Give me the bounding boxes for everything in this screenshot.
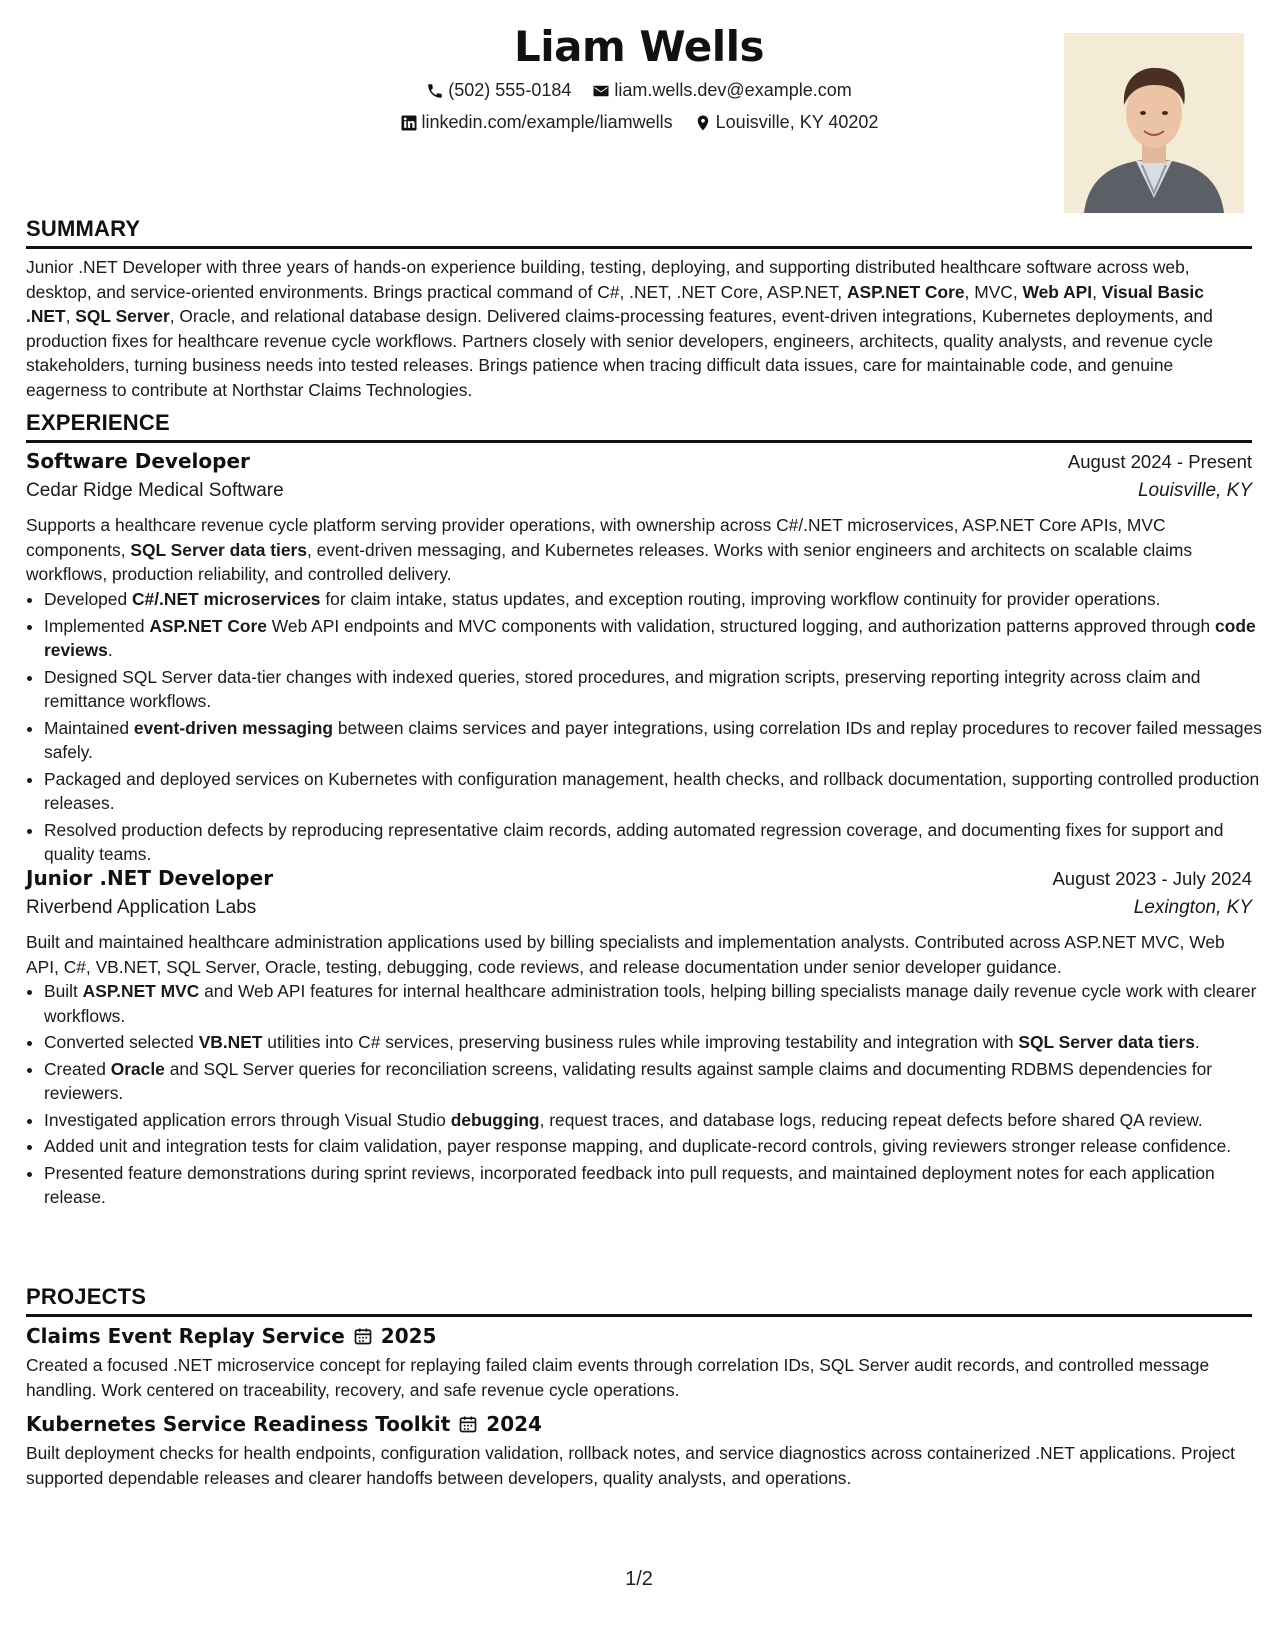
emphasis-text: VB.NET	[198, 1032, 263, 1052]
text-run: Web API endpoints and MVC components with validation, structured logging, and authorization patterns approved through	[266, 615, 1216, 636]
text-run: , request traces, and database logs, reducing repeat defects before shared QA review.	[539, 1109, 1203, 1130]
text-run: Implemented	[44, 615, 150, 636]
bullet-item	[44, 818, 1270, 867]
resume-page	[26, 0, 1262, 1650]
job-title: Junior .NET Developer	[26, 866, 274, 890]
email-text[interactable]: liam.wells.dev@example.com	[614, 80, 852, 100]
emphasis-text: Oracle	[110, 1058, 165, 1079]
calendar-icon	[458, 1414, 478, 1434]
bullet-item	[44, 1134, 1270, 1159]
bullet-item	[44, 767, 1270, 816]
emphasis-text: debugging	[450, 1109, 540, 1130]
bullet-item	[44, 1030, 1270, 1055]
text-run: Maintained	[44, 717, 134, 738]
linkedin-text[interactable]: linkedin.com/example/liamwells	[421, 112, 673, 132]
summary-heading: SUMMARY	[26, 216, 1252, 249]
emphasis-text: SQL Server data tiers	[1018, 1032, 1195, 1052]
text-run: ,	[65, 306, 76, 326]
bullet-item	[44, 979, 1270, 1028]
job-bullets	[26, 979, 1270, 1212]
text-run: Supports a healthcare revenue cycle platform serving provider operations, with ownership across C#/.NET microservices, ASP.NET Core APIs, MVC components,	[26, 515, 1166, 560]
text-run: Built	[44, 981, 83, 1001]
emphasis-text: Web API	[1022, 281, 1093, 302]
emphasis-text: ASP.NET Core	[846, 281, 965, 302]
text-run: Designed SQL Server data-tier changes with indexed queries, stored procedures, and migration scripts, preserving reporting integrity across claim and remittance workflows.	[44, 666, 1201, 711]
project-title	[26, 1324, 436, 1348]
contact-email[interactable]	[592, 80, 851, 101]
text-run: Presented feature demonstrations during sprint reviews, incorporated feedback into pull requests, and maintained deployment notes for each application release.	[44, 1162, 1215, 1207]
bullet-item	[44, 1057, 1270, 1106]
text-run: , event-driven messaging, and Kubernetes releases. Works with senior engineers and architects on scalable claims workflows, production reliability, and controlled delivery.	[26, 539, 1193, 584]
text-run: utilities into C# services, preserving business rules while improving testability and integration with	[262, 1032, 1019, 1052]
experience-heading: EXPERIENCE	[26, 410, 1252, 443]
map-pin-icon	[694, 114, 712, 132]
candidate-name: Liam Wells	[514, 22, 764, 71]
job-company: Cedar Ridge Medical Software	[26, 480, 284, 501]
emphasis-text: code reviews	[44, 615, 1256, 660]
job-description	[26, 930, 1252, 979]
profile-photo	[1064, 33, 1244, 213]
text-run: for claim intake, status updates, and exception routing, improving workflow continuity for provider operations.	[320, 589, 1161, 609]
job-bullets	[26, 587, 1270, 869]
job-location: Louisville, KY	[1137, 480, 1252, 501]
bullet-item	[44, 716, 1270, 765]
text-run: and SQL Server queries for reconciliation screens, validating results against sample claims and documenting RDBMS dependencies for reviewers.	[44, 1058, 1213, 1103]
emphasis-text: event-driven messaging	[133, 717, 334, 738]
calendar-icon	[353, 1326, 373, 1346]
bullet-item	[44, 614, 1270, 663]
job-description	[26, 513, 1252, 587]
project-description: Created a focused .NET microservice concept for replaying failed claim events through correlation IDs, SQL Server audit records, and controlled message handling. Work centered on traceability, recovery, and safe revenue cycle operations.	[26, 1355, 1210, 1400]
emphasis-text: SQL Server	[75, 306, 170, 326]
job-company: Riverbend Application Labs	[26, 897, 257, 918]
emphasis-text: SQL Server data tiers	[130, 539, 307, 560]
job-title: Software Developer	[26, 449, 250, 473]
text-run: .	[1194, 1032, 1200, 1052]
location-text: Louisville, KY 40202	[715, 112, 879, 132]
job-dates: August 2023 - July 2024	[1052, 868, 1252, 889]
contact-linkedin[interactable]	[400, 112, 673, 133]
project-year: 2025	[380, 1324, 437, 1348]
bullet-item	[44, 587, 1270, 612]
text-run: Resolved production defects by reproducing representative claim records, adding automated regression coverage, and documenting fixes for support and quality teams.	[44, 819, 1224, 864]
project-description: Built deployment checks for health endpoints, configuration validation, rollback notes, and service diagnostics across containerized .NET applications. Project supported dependable releases and clearer handoffs between developers, quality analysts, and operations.	[26, 1443, 1235, 1488]
linkedin-icon	[400, 114, 418, 132]
contact-location	[694, 112, 879, 133]
text-run: Added unit and integration tests for claim validation, payer response mapping, and duplicate-record controls, giving reviewers stronger release confidence.	[44, 1136, 1232, 1156]
summary-text	[26, 255, 1252, 402]
projects-heading: PROJECTS	[26, 1284, 1252, 1317]
emphasis-text: ASP.NET MVC	[82, 981, 200, 1001]
phone-text: (502) 555-0184	[448, 80, 572, 100]
project-name: Claims Event Replay Service	[26, 1324, 345, 1348]
text-run: Investigated application errors through Visual Studio	[44, 1109, 451, 1130]
text-run: Built and maintained healthcare administration applications used by billing specialists and implementation analysts. Contributed across ASP.NET MVC, Web API, C#, VB.NET, SQL Server, Oracle, testing, debugging, code reviews, and release documentation under senior developer guidance.	[26, 932, 1225, 977]
emphasis-text: ASP.NET Core	[149, 615, 267, 636]
text-run: , Oracle, and relational database design. Delivered claims-processing features, event-driven integrations, Kubernetes deployments, and production fixes for healthcare revenue cycle workflows. Partners closely with senior developers, engineers, architects, quality analysts, and revenue cycle stakeholders, turning business needs into tested releases. Brings patience when tracing difficult data issues, care for maintainable code, and genuine eagerness to contribute at Northstar Claims Technologies.	[26, 306, 1214, 400]
bullet-item	[44, 1161, 1270, 1210]
emphasis-text: C#/.NET microservices	[131, 589, 321, 609]
text-run: ,	[1092, 281, 1102, 302]
text-run: , MVC,	[964, 281, 1023, 302]
text-run: Converted selected	[44, 1032, 199, 1052]
text-run: and Web API features for internal healthcare administration tools, helping billing specialists manage daily revenue cycle work with clearer workflows.	[44, 981, 1257, 1026]
text-run: between claims services and payer integrations, using correlation IDs and replay procedures to recover failed messages safely.	[44, 717, 1262, 762]
job-dates: August 2024 - Present	[1067, 451, 1252, 472]
text-run: Created	[44, 1058, 111, 1079]
text-run: Packaged and deployed services on Kubernetes with configuration management, health checks, and rollback documentation, supporting controlled production releases.	[44, 768, 1260, 813]
job-location: Lexington, KY	[1133, 897, 1252, 918]
phone-icon	[426, 82, 444, 100]
envelope-icon	[592, 82, 610, 100]
text-run: Junior .NET Developer with three years of hands-on experience building, testing, deploying, and supporting distributed healthcare software across web, desktop, and service-oriented environments. Brings practical command of C#, .NET, .NET Core, ASP.NET,	[26, 257, 1190, 302]
contact-phone	[426, 80, 571, 101]
project-year: 2024	[486, 1412, 542, 1436]
project-title	[26, 1412, 542, 1436]
project-name: Kubernetes Service Readiness Toolkit	[26, 1412, 451, 1436]
text-run: .	[107, 640, 113, 660]
bullet-item	[44, 665, 1270, 714]
emphasis-text: Visual Basic .NET	[26, 281, 1204, 326]
text-run: Developed	[44, 589, 132, 609]
page-number: 1/2	[625, 1568, 653, 1590]
bullet-item	[44, 1108, 1270, 1133]
